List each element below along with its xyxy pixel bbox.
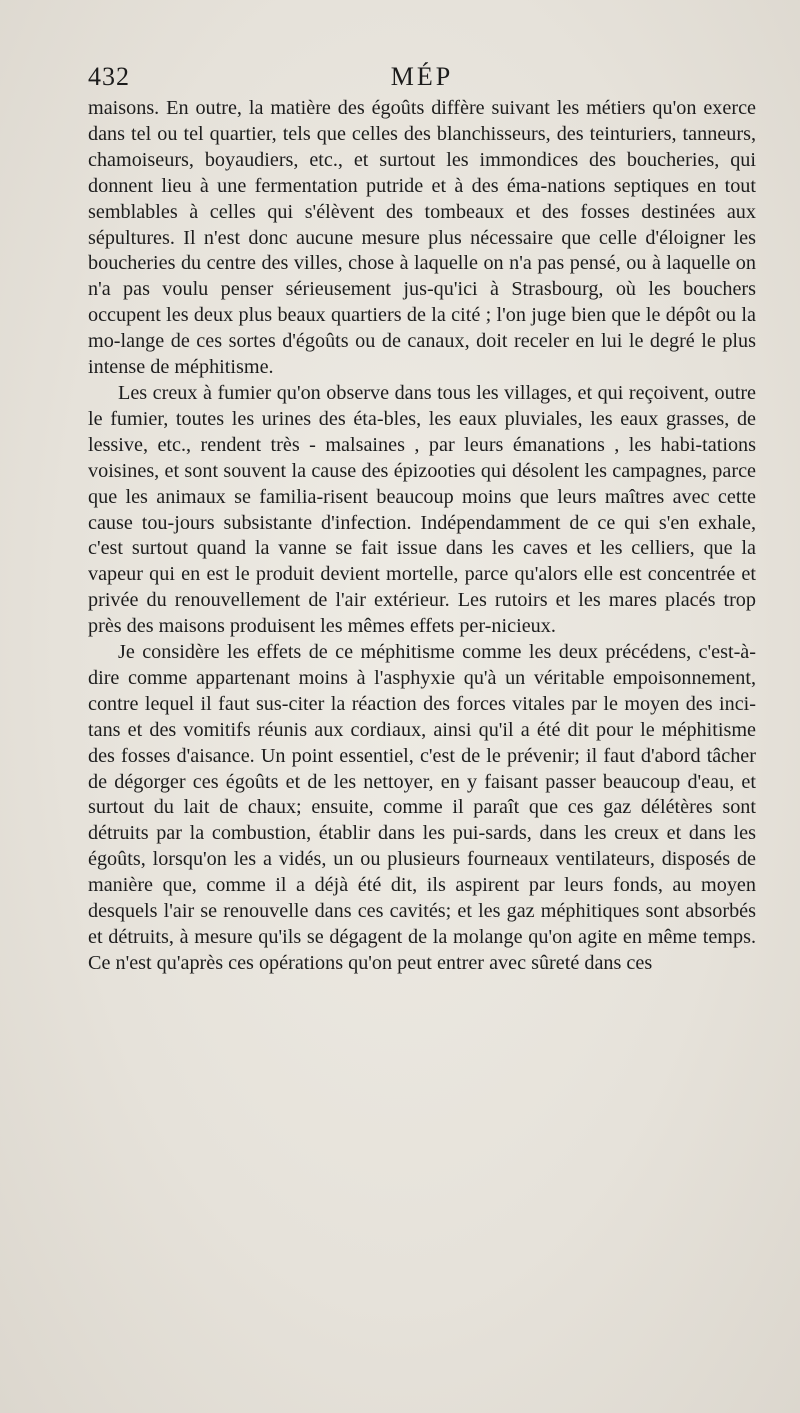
page-number: 432 [88, 62, 130, 91]
paragraph-3: Je considère les effets de ce méphitisme comme les deux précédens, c'est-à-dire comme appartenant moins à l'asphyxie qu'à un véritable empoisonnement, contre lequel il faut sus-citer la réaction des forces vitales par le moyen des inci-tans et des vomitifs réunis aux cordiaux, ainsi qu'il a été dit pour le méphitisme des fosses d'aisance. Un point essentiel, c'est de le prévenir; il faut d'abord tâcher de dégorger ces égoûts et de les nettoyer, en y faisant passer beaucoup d'eau, et surtout du lait de chaux; ensuite, comme il paraît que ces gaz délétères sont détruits par la combustion, établir dans les pui-sards, dans les creux et dans les égoûts, lorsqu'on les a vidés, un ou plusieurs fourneaux ventilateurs, disposés de manière que, comme il a déjà été dit, ils aspirent par leurs fonds, au moyen desquels l'air se renouvelle dans ces cavités; et les gaz méphitiques sont absorbés et détruits, à mesure qu'ils se dégagent de la molange qu'on agite en même temps. Ce n'est qu'après ces opérations qu'on peut entrer avec sûreté dans ces [88, 641, 756, 974]
running-head: MÉP [390, 62, 454, 91]
body-text [88, 96, 756, 977]
page-header [88, 62, 756, 96]
paragraph-2: Les creux à fumier qu'on observe dans tous les villages, et qui reçoivent, outre le fumier, toutes les urines des éta-bles, les eaux pluviales, les eaux grasses, de lessive, etc., rendent très - malsaines , par leurs émanations , les habi-tations voisines, et sont souvent la cause des épizooties qui désolent les campagnes, parce que les animaux se familia-risent beaucoup moins que leurs maîtres avec cette cause tou-jours subsistante d'infection. Indépendamment de ce qui s'en exhale, c'est surtout quand la vanne se fait issue dans les caves et les celliers, que la vapeur qui en est le produit devient mortelle, parce qu'alors elle est concentrée et privée du renouvellement de l'air extérieur. Les rutoirs et les mares placés trop près des maisons produisent les mêmes effets per-nicieux. [88, 381, 756, 638]
bleed-through-texture [120, 1285, 740, 1325]
paragraph-1: maisons. En outre, la matière des égoûts diffère suivant les métiers qu'on exerce dans tel ou tel quartier, tels que celles des blanchisseurs, des teinturiers, tanneurs, chamoiseurs, boyaudiers, etc., et surtout les immondices des boucheries, qui donnent lieu à une fermentation putride et à des éma-nations septiques en tout semblables à celles qui s'élèvent des tombeaux et des fosses destinées aux sépultures. Il n'est donc aucune mesure plus nécessaire que celle d'éloigner les boucheries du centre des villes, chose à laquelle on n'a pas pensé, ou à laquelle on n'a pas voulu penser sérieusement jus-qu'ici à Strasbourg, où les bouchers occupent les deux plus beaux quartiers de la cité ; l'on juge bien que le dépôt ou la mo-lange de ces sortes d'égoûts ou de canaux, doit receler en lui le degré le plus intense de méphitisme. [88, 97, 756, 379]
